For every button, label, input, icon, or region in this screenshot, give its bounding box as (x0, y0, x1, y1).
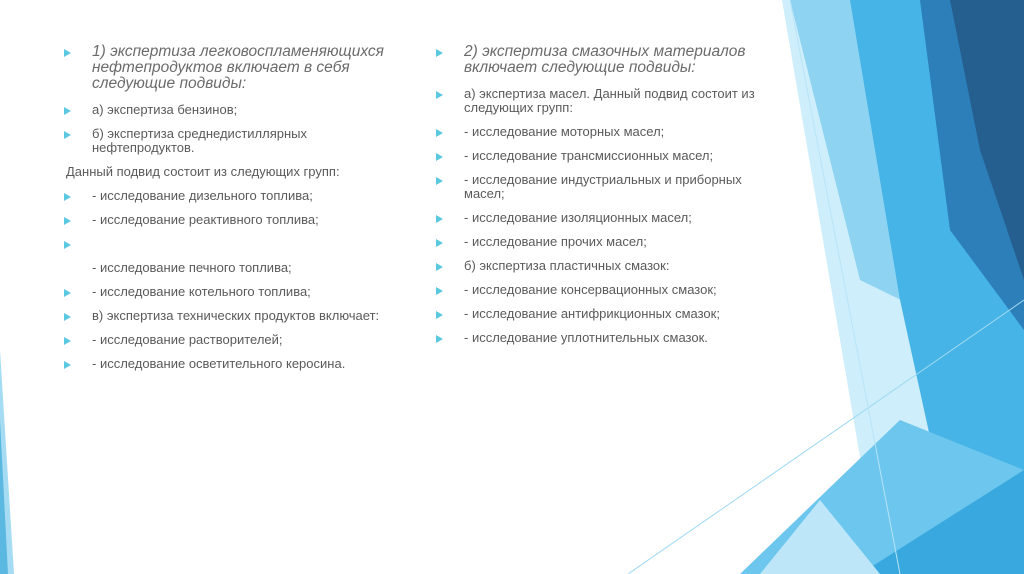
list-item: - исследование прочих масел; (436, 235, 776, 249)
bullet-arrow-icon (64, 361, 71, 369)
bullet-arrow-icon (64, 193, 71, 201)
list-item: а) экспертиза бензинов; (64, 103, 404, 117)
bullet-arrow-icon (436, 177, 443, 185)
list-item: - исследование антифрикционных смазок; (436, 307, 776, 321)
bullet-arrow-icon (436, 263, 443, 271)
bullet-arrow-icon (436, 287, 443, 295)
bullet-arrow-icon (64, 313, 71, 321)
group-note: Данный подвид состоит из следующих групп: (66, 164, 340, 179)
bullet-arrow-icon (436, 215, 443, 223)
list-item: б) экспертиза пластичных смазок: (436, 259, 776, 273)
list-item-empty (64, 237, 404, 251)
bullet-arrow-icon (436, 91, 443, 99)
list-item: - исследование реактивного топлива; (64, 213, 404, 227)
list-item: а) экспертиза масел. Данный подвид состоит из следующих групп: (436, 87, 776, 115)
list-item: - исследование изоляционных масел; (436, 211, 776, 225)
bullet-arrow-icon (64, 217, 71, 225)
list-item: - исследование консервационных смазок; (436, 283, 776, 297)
bullet-arrow-icon (436, 129, 443, 137)
bullet-arrow-icon (64, 131, 71, 139)
bullet-arrow-icon (436, 153, 443, 161)
list-item: - исследование осветительного керосина. (64, 357, 404, 371)
list-item: - исследование уплотнительных смазок. (436, 331, 776, 345)
list-item: - исследование трансмиссионных масел; (436, 149, 776, 163)
bullet-arrow-icon (436, 49, 443, 57)
bullet-arrow-icon (64, 241, 71, 249)
left-heading: 1) экспертиза легковоспламеняющихся нефтепродуктов включает в себя следующие подвиды: (64, 44, 404, 92)
list-item: - исследование печного топлива; (92, 260, 292, 275)
list-item: - исследование индустриальных и приборных масел; (436, 173, 776, 201)
right-column (436, 44, 776, 355)
list-item: - исследование котельного топлива; (64, 285, 404, 299)
list-item: - исследование растворителей; (64, 333, 404, 347)
bullet-arrow-icon (436, 311, 443, 319)
bullet-arrow-icon (436, 335, 443, 343)
bullet-arrow-icon (64, 49, 71, 57)
bullet-arrow-icon (64, 337, 71, 345)
bullet-arrow-icon (64, 289, 71, 297)
list-item: б) экспертиза среднедистиллярных нефтепродуктов. (64, 127, 404, 155)
right-heading: 2) экспертиза смазочных материалов включает следующие подвиды: (436, 44, 776, 76)
left-column (64, 44, 404, 381)
list-item: - исследование моторных масел; (436, 125, 776, 139)
bullet-arrow-icon (64, 107, 71, 115)
bullet-arrow-icon (436, 239, 443, 247)
list-item: в) экспертиза технических продуктов включает: (64, 309, 404, 323)
list-item: - исследование дизельного топлива; (64, 189, 404, 203)
